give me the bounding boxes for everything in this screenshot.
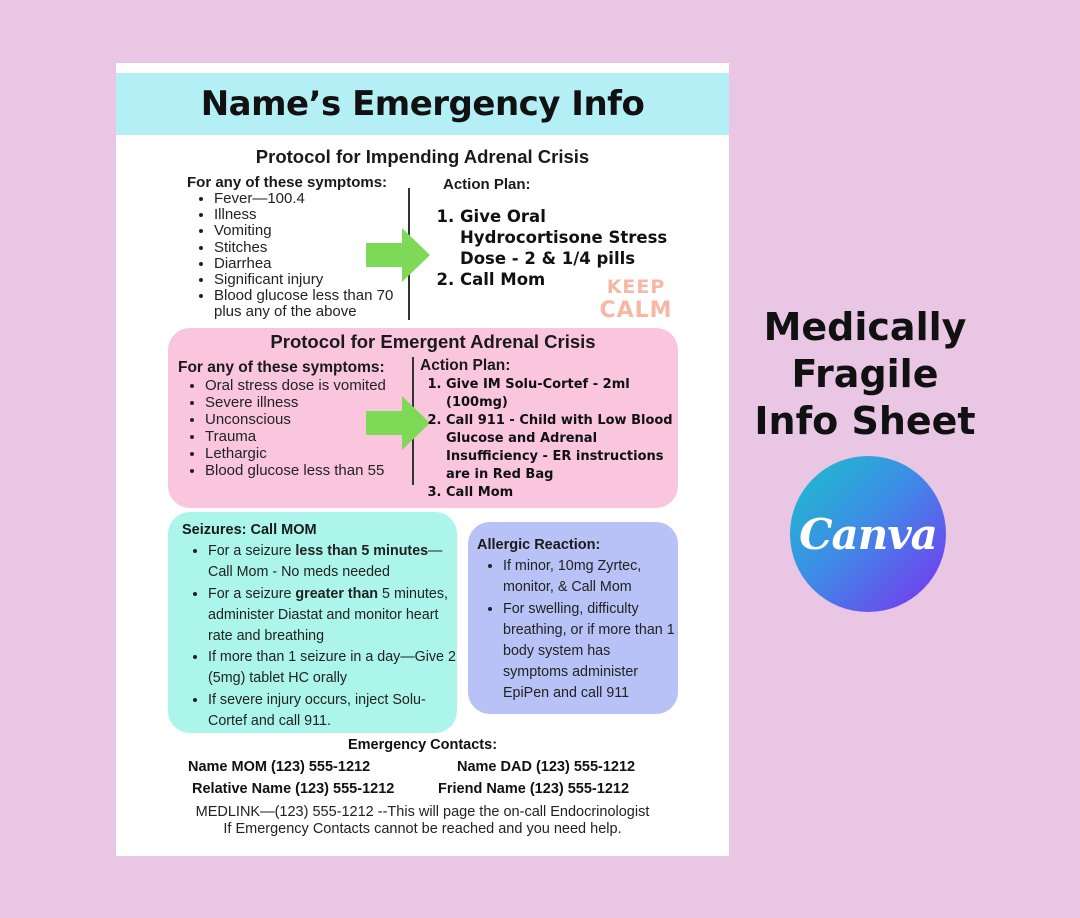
keep-calm-line1: KEEP	[606, 276, 666, 298]
medlink-line1: MEDLINK—(123) 555-1212 --This will page the on-call Endocrinologist	[195, 804, 650, 820]
symptom-item: • Unconscious	[205, 411, 418, 428]
seizure-item-pre: For a seizure	[208, 585, 296, 602]
promo-line1: Medically	[763, 305, 967, 349]
impending-symptoms-heading: For any of these symptoms:	[187, 174, 388, 191]
symptom-item: • Oral stress dose is vomited	[205, 377, 418, 394]
plan-step: 1. Give Oral Hydrocortisone Stress Dose - 2 & 1/4 pills	[460, 206, 673, 269]
seizure-item	[208, 647, 457, 689]
keep-calm-badge	[596, 275, 676, 323]
symptom-item: • Severe illness	[205, 394, 418, 411]
symptom-item: • Illness	[214, 207, 417, 223]
symptom-item: • Blood glucose less than 55	[205, 462, 418, 479]
promo-line3: Info Sheet	[754, 399, 976, 443]
impending-plan-heading: Action Plan:	[443, 176, 531, 193]
symptom-item: • Trauma	[205, 428, 418, 445]
plan-step: 3. Call Mom	[446, 484, 676, 502]
emergent-symptoms-heading: For any of these symptoms:	[178, 359, 385, 376]
symptom-item: • Vomiting	[214, 223, 417, 239]
seizure-item-pre: If more than 1 seizure in a day—Give 2 (5mg) tablet HC orally	[208, 649, 456, 686]
seizure-item-pre: If severe injury occurs, inject Solu-Cortef and call 911.	[208, 691, 426, 729]
medlink-line2: If Emergency Contacts cannot be reached and you need help.	[223, 821, 622, 837]
contacts-heading: Emergency Contacts:	[347, 737, 498, 753]
contact-dad: Name DAD (123) 555-1212	[457, 759, 636, 775]
right-arrow-icon	[364, 226, 434, 284]
symptom-item: • Lethargic	[205, 445, 418, 462]
symptom-item: • Fever—100.4	[214, 191, 417, 207]
seizure-item-post: —Call Mom - No meds needed	[208, 543, 443, 580]
contact-relative: Relative Name (123) 555-1212	[192, 781, 395, 797]
seizure-item	[208, 690, 457, 732]
contact-friend: Friend Name (123) 555-1212	[438, 781, 630, 797]
canva-logo-text: Canva	[799, 509, 937, 559]
allergic-item: • If minor, 10mg Zyrtec, monitor, & Call Mom	[503, 556, 676, 598]
keep-calm-line2: CALM	[599, 298, 673, 323]
seizure-item-bold: less than 5 minutes	[295, 543, 429, 559]
symptom-item: • Significant injury	[214, 272, 417, 288]
emergent-title: Protocol for Emergent Adrenal Crisis	[270, 331, 596, 352]
promo-line2: Fragile	[791, 352, 939, 396]
seizure-item	[208, 541, 457, 583]
symptom-item: • Stitches	[214, 240, 417, 256]
allergic-heading: Allergic Reaction:	[477, 537, 601, 553]
plan-step: 2. Call Mom	[460, 269, 673, 290]
seizure-item-bold: greater than	[295, 585, 379, 602]
contact-mom: Name MOM (123) 555-1212	[188, 759, 371, 775]
allergic-item: • For swelling, difficulty breathing, or if more than 1 body system has symptoms administer EpiPen and call 911	[503, 599, 676, 704]
symptom-item: • Diarrhea	[214, 256, 417, 272]
info-sheet	[116, 63, 729, 856]
seizure-item-pre: For a seizure	[208, 543, 296, 559]
emergent-plan-heading: Action Plan:	[420, 357, 511, 374]
allergic-list	[476, 556, 676, 704]
symptom-item: • Blood glucose less than 70 plus any of the above	[214, 288, 417, 320]
seizure-item	[208, 584, 457, 647]
seizure-item-post: 5 minutes, administer Diastat and monitor heart rate and breathing	[208, 585, 448, 644]
sheet-title: Name’s Emergency Info	[200, 84, 645, 124]
plan-step: 2. Call 911 - Child with Low Blood Glucose and Adrenal Insufficiency - ER instructions are in Red Bag	[446, 412, 676, 484]
seizures-heading: Seizures: Call MOM	[182, 522, 317, 538]
right-arrow-icon	[364, 394, 434, 452]
canva-logo	[790, 456, 946, 612]
title-banner	[116, 73, 729, 135]
impending-title: Protocol for Impending Adrenal Crisis	[255, 146, 590, 167]
emergent-plan-list	[432, 376, 676, 502]
promo-title	[745, 304, 985, 445]
plan-step: 1. Give IM Solu-Cortef - 2ml (100mg)	[446, 376, 676, 412]
seizures-list	[181, 541, 457, 732]
medlink-note	[116, 804, 729, 838]
